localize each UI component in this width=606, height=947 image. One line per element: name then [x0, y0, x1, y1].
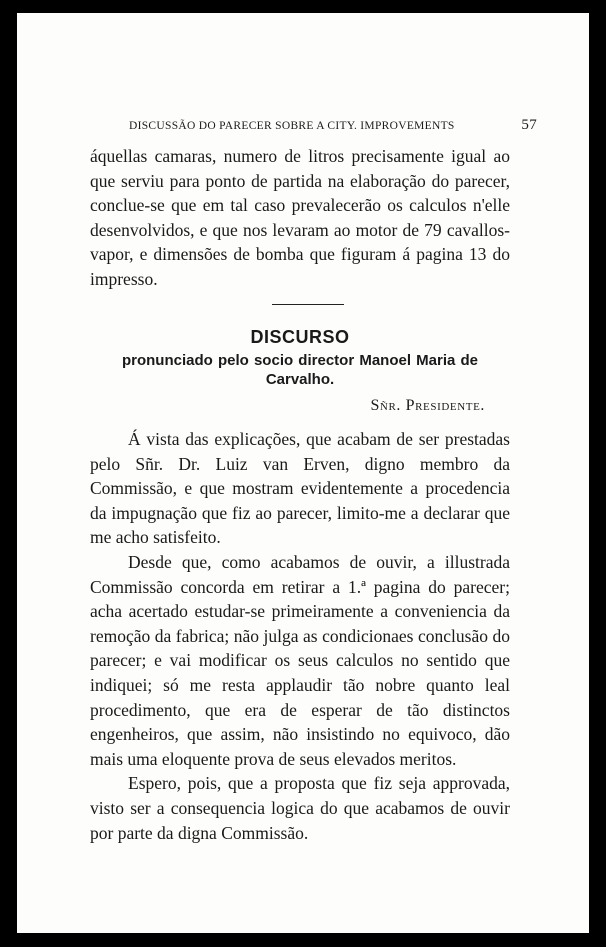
- speech-paragraph: Desde que, como acabamos de ouvir, a illustrada Commissão concorda em retirar a 1.ª pagina do parecer; acha acertado estudar-se primeiramente a conveniencia da remoção da fabrica; não julga as condicionaes conclusão do parecer; e vai modificar os seus calculos no sentido que indiquei; só me resta applaudir tão nobre quanto leal procedimento, que era de esperar de tão distinctos engenheiros, que assim, não insistindo no equivoco, dão mais uma eloquente prova de seus elevados meritos.: [90, 551, 510, 769]
- speech-text-block: [90, 427, 510, 845]
- addressee: Sñr. Presidente.: [370, 397, 485, 414]
- speech-subheading: pronunciado pelo socio director Manoel Maria de Carvalho.: [121, 352, 479, 388]
- book-page: [17, 13, 589, 933]
- speech-heading: DISCURSO: [250, 327, 350, 347]
- speech-paragraph: Á vista das explicações, que acabam de ser prestadas pelo Sñr. Dr. Luiz van Erven, digno membro da Commissão, e que mostram evidentemente a procedencia da impugnação que fiz ao parecer, limito-me a declarar que me acho satisfeito.: [90, 429, 510, 548]
- running-head-title: DISCUSSÃO DO PARECER SOBRE A CITY. IMPROVEMENTS: [129, 120, 455, 132]
- speech-paragraph: Espero, pois, que a proposta que fiz seja approvada, visto ser a consequencia logica do que acabamos de ouvir por parte da digna Commissão.: [90, 773, 510, 843]
- text-block-continued: [90, 144, 510, 292]
- continued-paragraph: áquellas camaras, numero de litros precisamente igual ao que serviu para ponto de partida na elaboração do parecer, conclue-se que em tal caso prevalecerão os calculos n'elle desenvolvidos, e que nos levaram ao motor de 79 cavallos-vapor, e dimensões de bomba que figuram á pagina 13 do impresso.: [90, 146, 510, 289]
- page-number: 57: [521, 117, 537, 133]
- section-divider: [272, 304, 344, 305]
